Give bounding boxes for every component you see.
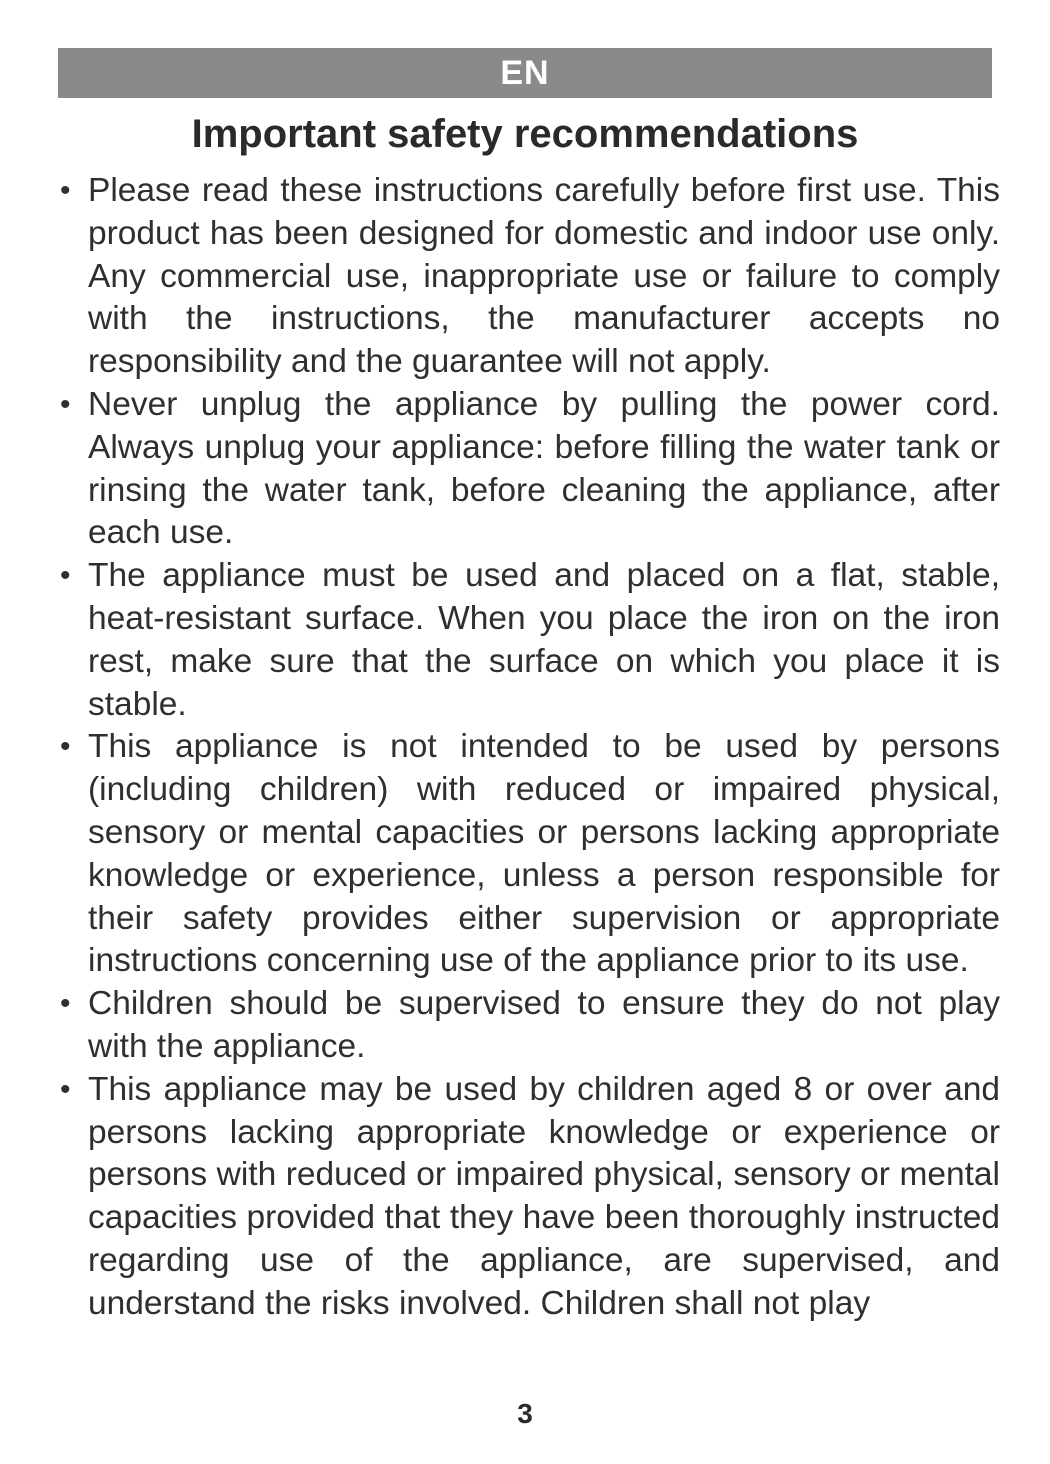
list-item-text: This appliance is not intended to be used by persons (including children) with reduced or impaired physical, sensory or mental capacities or persons lacking appropriate knowledge or experience, unless a person responsible for their safety provides either supervision or appropriate instructions concerning use of the appliance prior to its use. [88,728,1000,980]
page-title: Important safety recommendations [191,112,859,156]
bullet-icon: • [60,387,71,421]
list-item-text: The appliance must be used and placed on a flat, stable, heat-resistant surface. When you place the iron on the iron rest, make sure that the surface on which you place it is stable. [88,557,1000,723]
bullet-icon: • [60,730,71,764]
list-item [60,170,1000,384]
bullet-icon: • [60,559,71,593]
safety-list [60,170,1000,1326]
list-item-text: Children should be supervised to ensure they do not play with the appliance. [88,985,1000,1065]
list-item [60,726,1000,983]
page-number: 3 [517,1398,533,1429]
bullet-icon: • [60,174,71,207]
language-bar [58,48,992,98]
list-item-text: This appliance may be used by children aged 8 or over and persons lacking appropriate knowledge or experience or persons with reduced or impaired physical, sensory or mental capacities provided that they have been thoroughly instructed regarding use of the appliance, are supervised, and understand the risks involved. Children shall not play [88,1070,1000,1322]
list-item [60,384,1000,555]
list-item [60,983,1000,1069]
list-item-text: Please read these instructions carefully before first use. This product has been designed for domestic and indoor use only. Any commercial use, inappropriate use or failure to comply with the instructions, the manufacturer accepts no responsibility and the guarantee will not apply. [88,172,1000,381]
bullet-icon: • [60,1072,71,1106]
list-item-text: Never unplug the appliance by pulling the power cord. Always unplug your appliance: before filling the water tank or rinsing the water tank, before cleaning the appliance, after each use. [88,385,1000,552]
list-item [60,1069,1000,1326]
list-item [60,555,1000,726]
language-label: EN [500,53,550,92]
bullet-icon: • [60,987,71,1021]
